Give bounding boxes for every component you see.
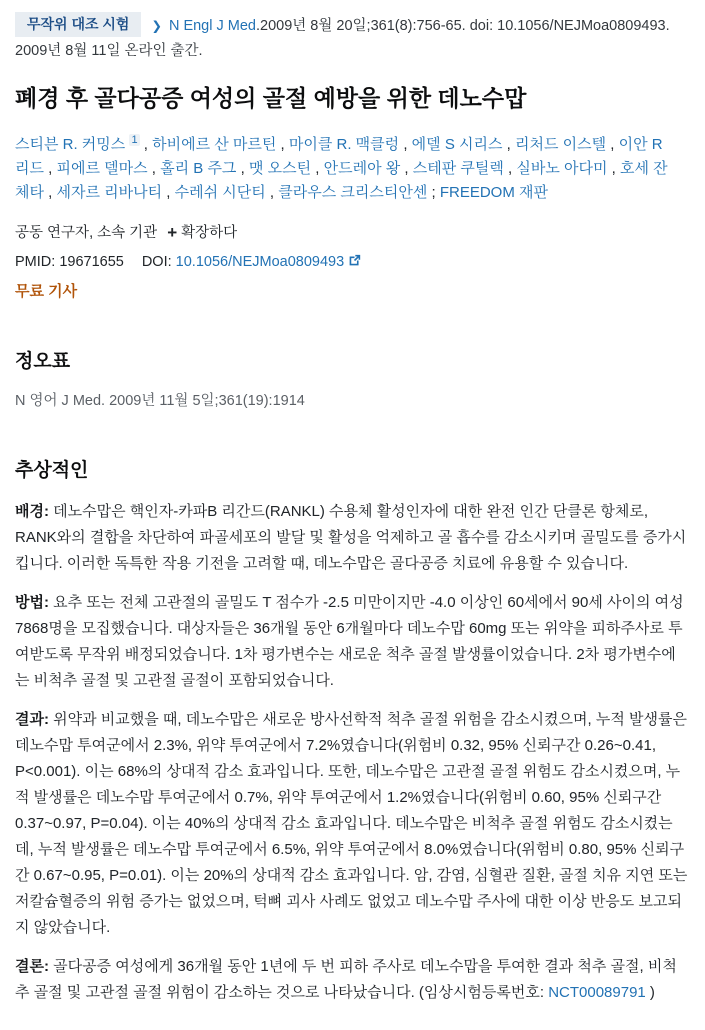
author-separator: ,: [503, 160, 517, 178]
abstract-results: [15, 707, 689, 941]
doi-group: [142, 254, 361, 270]
identifiers-row: [15, 254, 689, 270]
citation-text: .2009년 8월 20일;361(8):756-65. doi: 10.1056/NEJMoa0809493. 2009년 8월 11일 온라인 출간.: [15, 18, 670, 59]
abstract-conclusion: [15, 954, 689, 1006]
abstract-background: [15, 499, 689, 577]
author-separator: ,: [265, 184, 279, 202]
author-separator: ,: [276, 136, 289, 154]
author-link[interactable]: 세자르 리바나티: [56, 184, 163, 202]
author-separator: ,: [606, 136, 619, 154]
author-separator: ,: [311, 160, 324, 178]
author-link[interactable]: 홀리 B 주그: [160, 160, 237, 178]
conclusion-text-after: ): [645, 984, 655, 1002]
methods-label: 방법:: [15, 594, 49, 612]
author-link[interactable]: 피에르 델마스: [56, 160, 148, 178]
collaborators-label: 공동 연구자, 소속 기관: [15, 225, 158, 242]
author-link[interactable]: 클라우스 크리스티안센: [278, 184, 428, 202]
author-separator: ,: [43, 184, 57, 202]
publication-type-badge[interactable]: 무작위 대조 시험: [15, 12, 141, 37]
erratum-citation: N 영어 J Med. 2009년 11월 5일;361(19):1914: [15, 393, 305, 410]
abstract-methods: [15, 590, 689, 694]
author-separator: ,: [502, 136, 515, 154]
plus-icon: +: [167, 223, 178, 243]
author-link[interactable]: 에델 S 시리스: [411, 136, 503, 154]
abstract-heading: 추상적인: [15, 460, 89, 482]
author-separator: ,: [607, 160, 620, 178]
background-label: 배경:: [15, 503, 49, 521]
author-separator: ,: [236, 160, 249, 178]
expand-label: 확장하다: [181, 225, 238, 242]
conclusion-label: 결론:: [15, 958, 49, 976]
pmid-group: [15, 254, 124, 270]
author-affiliation-sup[interactable]: 1: [131, 134, 138, 147]
author-link[interactable]: 안드레아 왕: [323, 160, 401, 178]
background-text: 데노수맙은 핵인자-카파B 리간드(RANKL) 수용체 활성인자에 대한 완전 인간 단클론 항체로, RANK와의 결합을 차단하여 파골세포의 발달 및 활성을 억제하고 골 흡수를 감소시키며 골밀도를 증가시킵니다. 이러한 독특한 작용 기전을 고려할 때, 데노수맙은 골다공증 치료에 유용할 수 있습니다.: [15, 503, 687, 573]
expand-affiliations-button[interactable]: [167, 221, 237, 243]
free-article-label: 무료 기사: [15, 283, 78, 301]
pmid-value: 19671655: [59, 254, 124, 271]
author-separator: ,: [400, 160, 413, 178]
erratum-heading: 정오표: [15, 351, 71, 373]
author-separator: ,: [162, 184, 175, 202]
author-link[interactable]: 실바노 아다미: [516, 160, 608, 178]
chevron-right-icon: ❯: [151, 19, 162, 33]
author-link[interactable]: 스테판 쿠틸렉: [412, 160, 504, 178]
doi-label: DOI:: [141, 254, 172, 271]
results-text: 위약과 비교했을 때, 데노수맙은 새로운 방사선학적 척추 골절 위험을 감소시켰으며, 누적 발생률은 데노수맙 투여군에서 2.3%, 위약 투여군에서 7.2%였습니다(위험비 0.32, 95% 신뢰구간 0.26~0.41, P<0.001). 이는 68%의 상대적 감소 효과입니다. 또한, 데노수맙은 고관절 골절 위험도 감소시켰으며, 누적 발생률은 데노수맙 투여군에서 0.7%, 위약 투여군에서 1.2%였습니다(위험비 0.60, 95% 신뢰구간 0.37~0.97, P=0.04). 이는 40%의 상대적 감소 효과입니다. 데노수맙은 비척추 골절 위험도 감소시켰는데, 누적 발생률은 데노수맙 투여군에서 6.5%, 위약 투여군에서 8.0%였습니다(위험비 0.80, 95% 신뢰구간 0.67~0.95, P=0.01). 이는 20%의 상대적 감소 효과입니다. 암, 감염, 심혈관 질환, 골절 치유 지연 또는 저칼슘혈증의 위험 증가는 없었으며, 턱뼈 괴사 사례도 없었고 데노수맙 주사에 대한 이상 반응도 보고되지 않았습니다.: [15, 711, 688, 937]
doi-link[interactable]: 10.1056/NEJMoa0809493: [175, 254, 345, 271]
author-link[interactable]: 맷 오스틴: [248, 160, 312, 178]
author-link[interactable]: 하비에르 산 마르틴: [152, 136, 277, 154]
author-separator: ;: [427, 184, 440, 202]
article-citation-header: [15, 12, 689, 64]
collaboration-group-link[interactable]: FREEDOM 재판: [439, 184, 548, 202]
pmid-label: PMID:: [15, 254, 56, 271]
author-link[interactable]: 스티븐 R. 커밍스: [15, 136, 126, 154]
author-link[interactable]: 수레쉬 시단티: [174, 184, 266, 202]
author-link[interactable]: 호세 잔체타: [15, 160, 668, 202]
author-separator: ,: [399, 136, 412, 154]
external-link-icon: [348, 254, 361, 267]
collaborators-row: [15, 221, 689, 243]
author-link[interactable]: 이안 R 리드: [15, 136, 663, 178]
clinical-trial-registry-link[interactable]: NCT00089791: [548, 984, 646, 1002]
author-separator: ,: [139, 136, 153, 154]
author-link[interactable]: 리처드 이스텔: [514, 136, 607, 154]
journal-link[interactable]: N Engl J Med: [168, 18, 256, 34]
conclusion-text: 골다공증 여성에게 36개월 동안 1년에 두 번 피하 주사로 데노수맙을 투여한 결과 척추 골절, 비척추 골절 및 고관절 골절 위험이 감소하는 것으로 나타났습니다. (임상시험등록번호:: [15, 958, 677, 1002]
results-label: 결과:: [15, 711, 49, 729]
author-separator: ,: [147, 160, 161, 178]
article-title: 폐경 후 골다공증 여성의 골절 예방을 위한 데노수맙: [15, 85, 527, 111]
authors-list: [15, 128, 670, 205]
author-separator: ,: [43, 160, 57, 178]
author-link[interactable]: 마이클 R. 맥클렁: [288, 136, 400, 154]
methods-text: 요추 또는 전체 고관절의 골밀도 T 점수가 -2.5 미만이지만 -4.0 이상인 60세에서 90세 사이의 여성 7868명을 모집했습니다. 대상자들은 36개월 동안 6개월마다 데노수맙 60mg 또는 위약을 피하주사로 투여받도록 무작위 배정되었습니다. 1차 평가변수는 새로운 척추 골절 발생률이었습니다. 2차 평가변수에는 비척추 골절 및 고관절 골절이 포함되었습니다.: [15, 594, 684, 690]
